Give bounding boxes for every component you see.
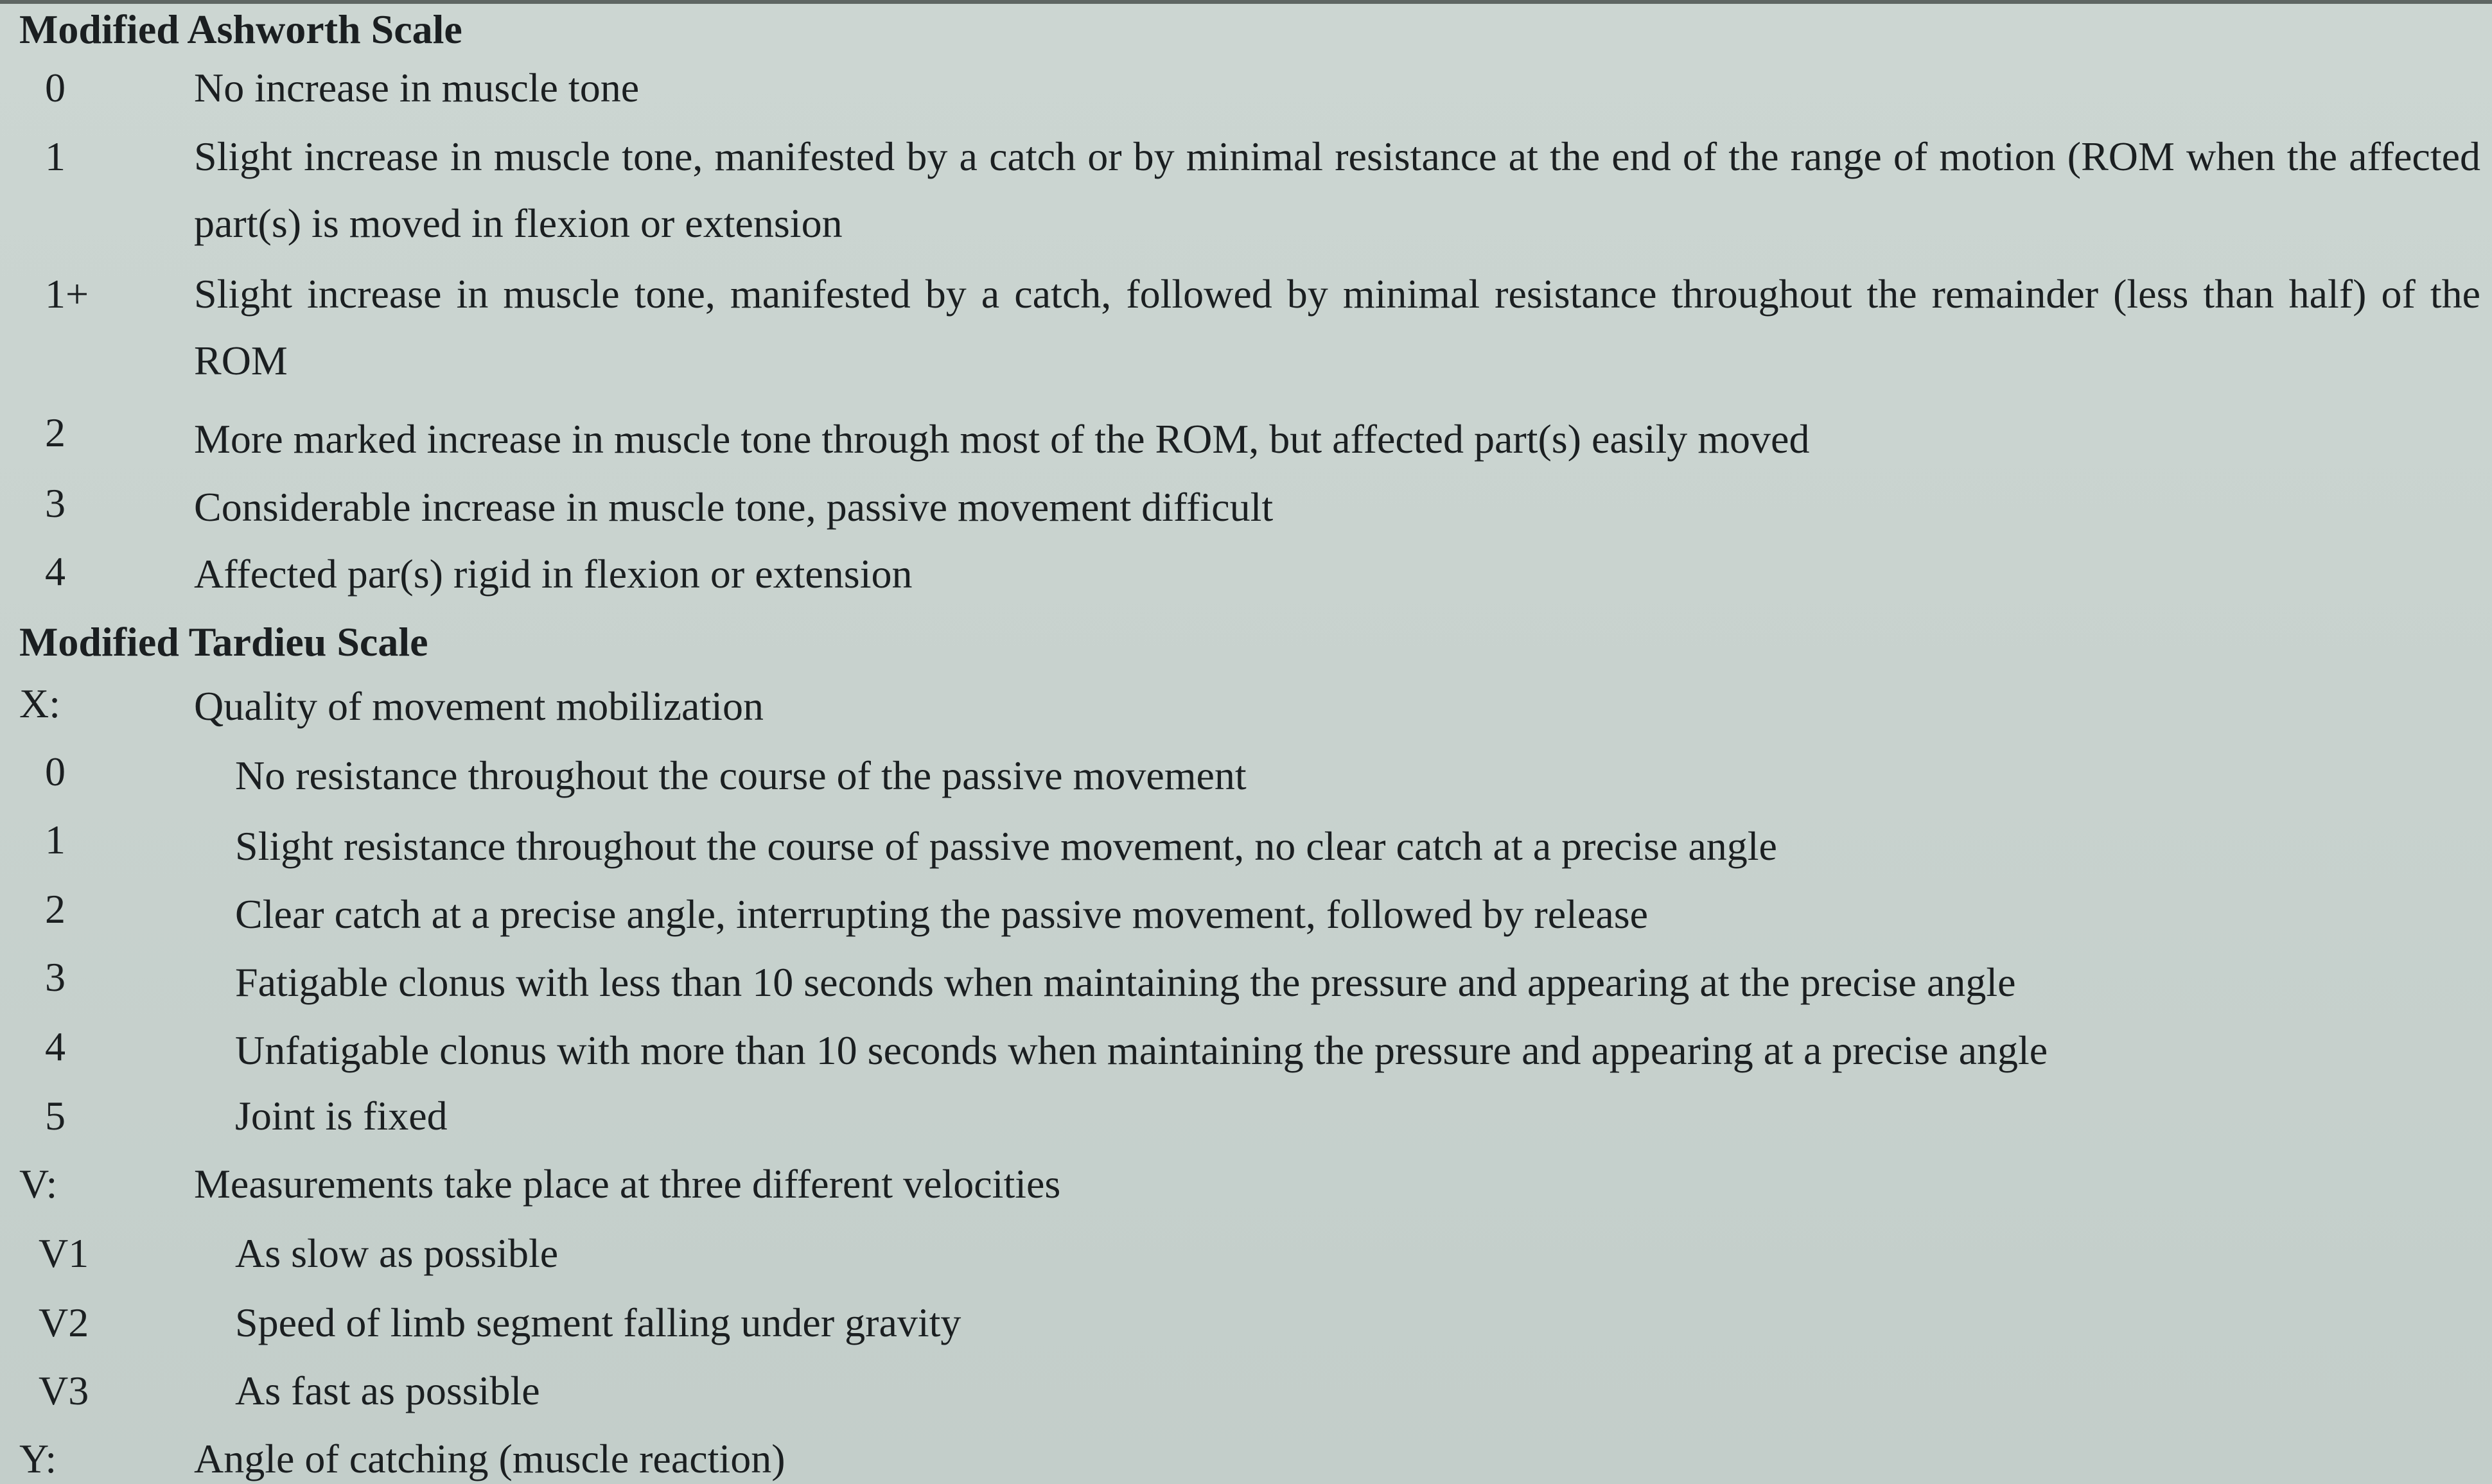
ashworth-code-1: 1 bbox=[45, 134, 66, 179]
tardieu-v-code-1: V1 bbox=[39, 1230, 89, 1276]
ashworth-desc-1plus: Slight increase in muscle tone, manifested by a catch, followed by minimal resistance throughout the remainder (less than half) of the ROM bbox=[194, 271, 2480, 383]
tardieu-x-desc-3: Fatigable clonus with less than 10 seconds when maintaining the pressure and appearing at the precise angle bbox=[235, 959, 2016, 1005]
ashworth-desc-3: Considerable increase in muscle tone, passive movement difficult bbox=[194, 484, 1274, 530]
tardieu-v-desc-3: As fast as possible bbox=[235, 1368, 540, 1413]
tardieu-desc-y: Angle of catching (muscle reaction) bbox=[194, 1436, 785, 1481]
ashworth-code-0: 0 bbox=[45, 65, 66, 110]
top-rule bbox=[0, 0, 2492, 4]
tardieu-x-code-3: 3 bbox=[45, 954, 66, 1000]
tardieu-x-desc-1: Slight resistance throughout the course of passive movement, no clear catch at a precise angle bbox=[235, 823, 1777, 869]
tardieu-v-desc-1: As slow as possible bbox=[235, 1230, 559, 1276]
ashworth-code-4: 4 bbox=[45, 548, 66, 594]
tardieu-x-desc-0: No resistance throughout the course of the passive movement bbox=[235, 753, 1247, 798]
tardieu-code-v: V: bbox=[19, 1161, 58, 1207]
tardieu-x-code-0: 0 bbox=[45, 749, 66, 794]
ashworth-desc-0: No increase in muscle tone bbox=[194, 65, 640, 110]
tardieu-desc-v: Measurements take place at three different velocities bbox=[194, 1161, 1061, 1207]
tardieu-code-x: X: bbox=[19, 681, 60, 726]
ashworth-code-3: 3 bbox=[45, 480, 66, 526]
ashworth-heading: Modified Ashworth Scale bbox=[19, 6, 462, 52]
tardieu-desc-x: Quality of movement mobilization bbox=[194, 683, 764, 729]
tardieu-x-desc-4: Unfatigable clonus with more than 10 seconds when maintaining the pressure and appearing at a precise angle bbox=[235, 1027, 2048, 1073]
tardieu-code-y: Y: bbox=[19, 1436, 57, 1481]
ashworth-desc-1: Slight increase in muscle tone, manifested by a catch or by minimal resistance at the end of the range of motion (ROM when the affected part(s) is moved in flexion or extension bbox=[194, 134, 2480, 246]
ashworth-desc-2: More marked increase in muscle tone through most of the ROM, but affected part(s) easily moved bbox=[194, 416, 1810, 462]
tardieu-v-code-3: V3 bbox=[39, 1368, 89, 1413]
tardieu-heading: Modified Tardieu Scale bbox=[19, 619, 428, 665]
tardieu-x-code-4: 4 bbox=[45, 1024, 66, 1069]
ashworth-code-2: 2 bbox=[45, 410, 66, 455]
tardieu-x-desc-5: Joint is fixed bbox=[235, 1093, 448, 1139]
tardieu-v-code-2: V2 bbox=[39, 1300, 89, 1345]
ashworth-desc-4: Affected par(s) rigid in flexion or extension bbox=[194, 551, 913, 597]
tardieu-x-code-5: 5 bbox=[45, 1093, 66, 1139]
ashworth-code-1plus: 1+ bbox=[45, 271, 89, 317]
tardieu-x-code-1: 1 bbox=[45, 817, 66, 862]
tardieu-x-desc-2: Clear catch at a precise angle, interrupting the passive movement, followed by release bbox=[235, 891, 1649, 937]
tardieu-v-desc-2: Speed of limb segment falling under gravity bbox=[235, 1300, 961, 1345]
tardieu-x-code-2: 2 bbox=[45, 886, 66, 932]
